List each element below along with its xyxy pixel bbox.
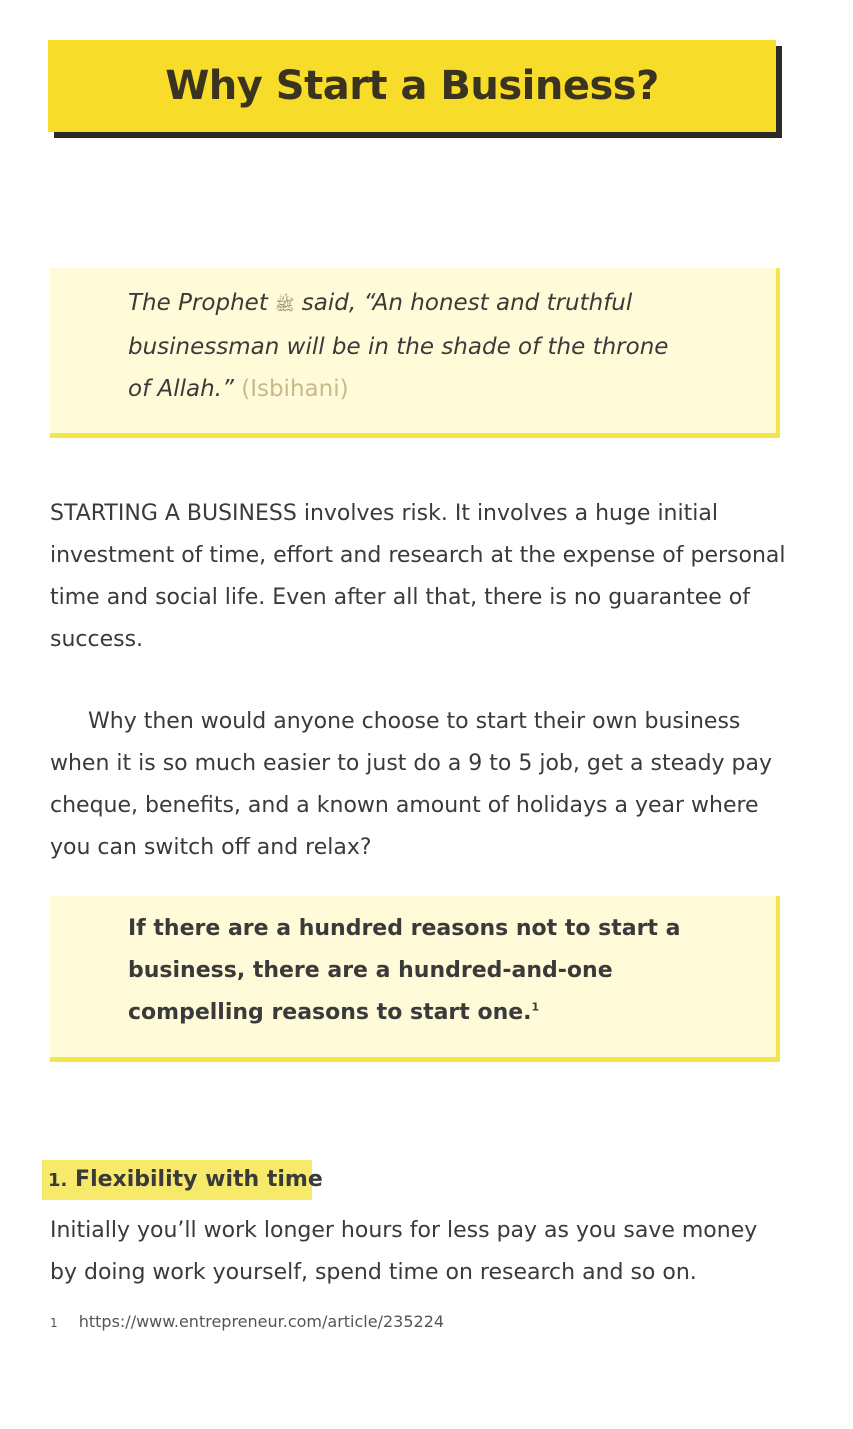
key-point-body: If there are a hundred reasons not to start a business, there are a hundred-and-one compelling reasons to start one. [128,916,681,1025]
quote-callout [50,268,780,438]
intro-paragraph: STARTING A BUSINESS involves risk. It involves a huge initial investment of time, effort and research at the expense of personal time and social life. Even after all that, there is no guarantee of success. [50,501,786,652]
page-title: Why Start a Business? [165,63,659,109]
honorific-icon: ﷺ [275,295,295,314]
footnote [50,1310,444,1335]
title-banner [48,40,776,132]
section-heading [48,1163,323,1198]
section-paragraph: Initially you’ll work longer hours for less pay as you save money by doing work yourself, spend time on research and so on. [50,1218,758,1285]
footnote-reference[interactable]: 1 [531,1000,540,1014]
section-title: Flexibility with time [75,1167,323,1192]
quote-prefix: The Prophet [128,290,268,316]
quote-body: said, “An honest and truthful businessman will be in the shade of the throne of Allah.” [128,290,669,402]
question-paragraph: Why then would anyone choose to start their own business when it is so much easier to just do a 9 to 5 job, get a steady pay cheque, benefits, and a known amount of holidays a year where you can switch off and relax? [50,709,773,860]
key-point-callout [50,896,780,1062]
footnote-number: 1 [50,1316,58,1330]
quote-citation: (Isbihani) [241,376,349,402]
footnote-link[interactable]: https://www.entrepreneur.com/article/235224 [78,1312,445,1331]
quote-text [128,282,696,410]
key-point-text [128,908,696,1034]
section-number: 1. [48,1170,68,1191]
